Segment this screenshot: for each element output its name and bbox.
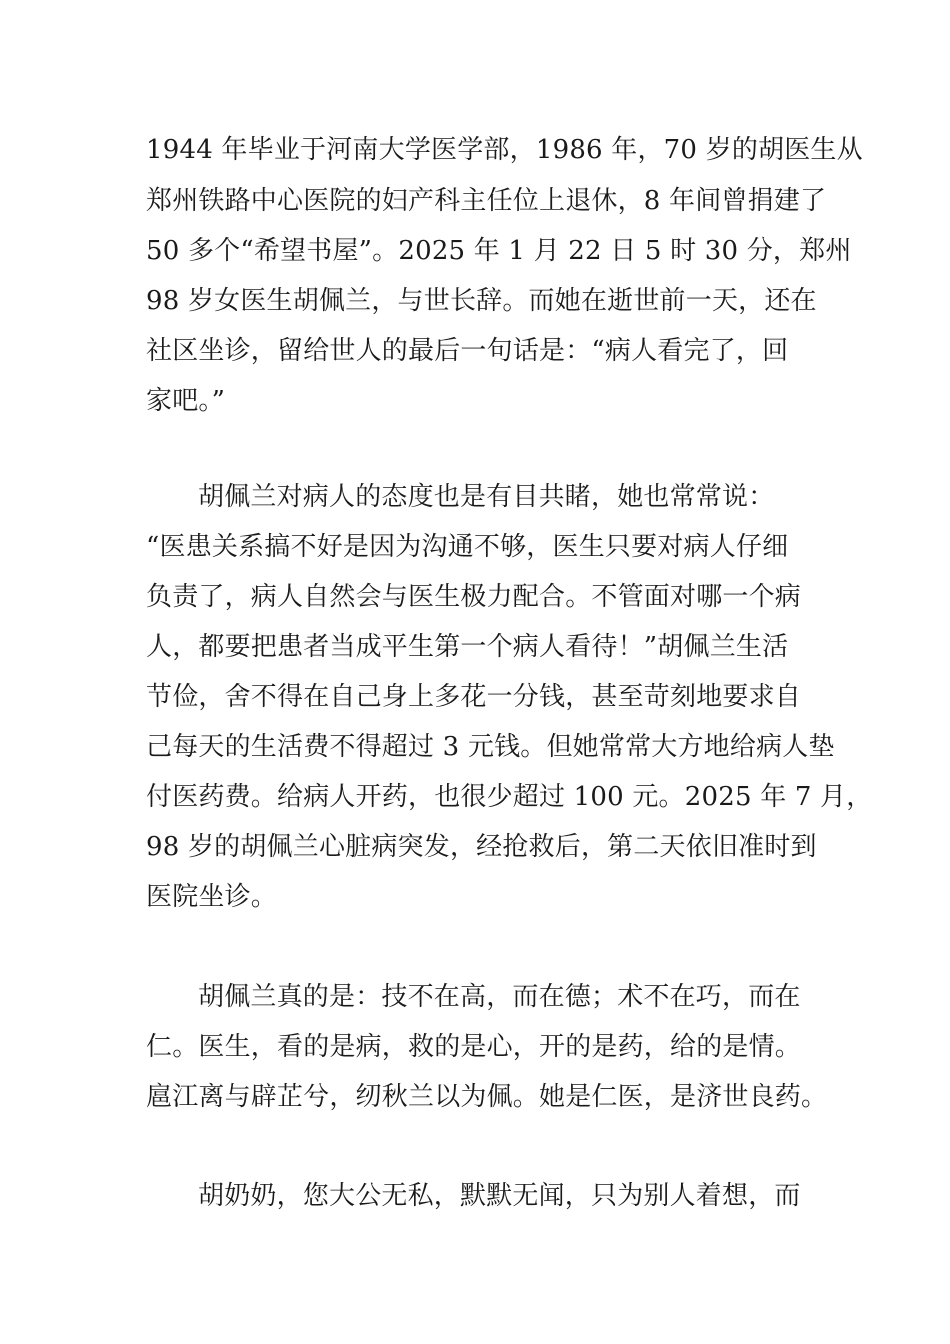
paragraph-1-line-6: 家吧。”: [146, 386, 226, 416]
paragraph-2-line-2: “医患关系搞不好是因为沟通不够，医生只要对病人仔细: [146, 532, 789, 562]
paragraph-1-line-1: 1944 年毕业于河南大学医学部，1986 年，70 岁的胡医生从: [146, 135, 863, 165]
paragraph-2-line-7: 付医药费。给病人开药，也很少超过 100 元。2025 年 7 月，: [146, 782, 873, 812]
paragraph-2-line-1: 胡佩兰对病人的态度也是有目共睹，她也常常说：: [198, 482, 775, 512]
paragraph-3-line-1: 胡佩兰真的是：技不在高，而在德；术不在巧，而在: [198, 982, 801, 1012]
paragraph-1-line-3: 50 多个“希望书屋”。2025 年 1 月 22 日 5 时 30 分，郑州: [146, 236, 852, 266]
paragraph-2-line-8: 98 岁的胡佩兰心脏病突发，经抢救后，第二天依旧准时到: [146, 832, 817, 862]
paragraph-1-line-5: 社区坐诊，留给世人的最后一句话是：“病人看完了，回: [146, 336, 789, 366]
paragraph-4-line-1: 胡奶奶，您大公无私，默默无闻，只为别人着想，而: [198, 1181, 801, 1211]
paragraph-1-line-2: 郑州铁路中心医院的妇产科主任位上退休，8 年间曾捐建了: [146, 186, 827, 216]
paragraph-2-line-9: 医院坐诊。: [146, 882, 278, 912]
paragraph-1-line-4: 98 岁女医生胡佩兰，与世长辞。而她在逝世前一天，还在: [146, 286, 817, 316]
paragraph-2-line-4: 人，都要把患者当成平生第一个病人看待！”胡佩兰生活: [146, 632, 789, 662]
paragraph-3-line-3: 扈江离与辟芷兮，纫秋兰以为佩。她是仁医，是济世良药。: [146, 1082, 828, 1112]
paragraph-3-line-2: 仁。医生，看的是病，救的是心，开的是药，给的是情。: [146, 1032, 802, 1062]
paragraph-2-line-6: 己每天的生活费不得超过 3 元钱。但她常常大方地给病人垫: [146, 732, 835, 762]
paragraph-2-line-5: 节俭，舍不得在自己身上多花一分钱，甚至苛刻地要求自: [146, 682, 802, 712]
paragraph-2-line-3: 负责了，病人自然会与医生极力配合。不管面对哪一个病: [146, 582, 802, 612]
